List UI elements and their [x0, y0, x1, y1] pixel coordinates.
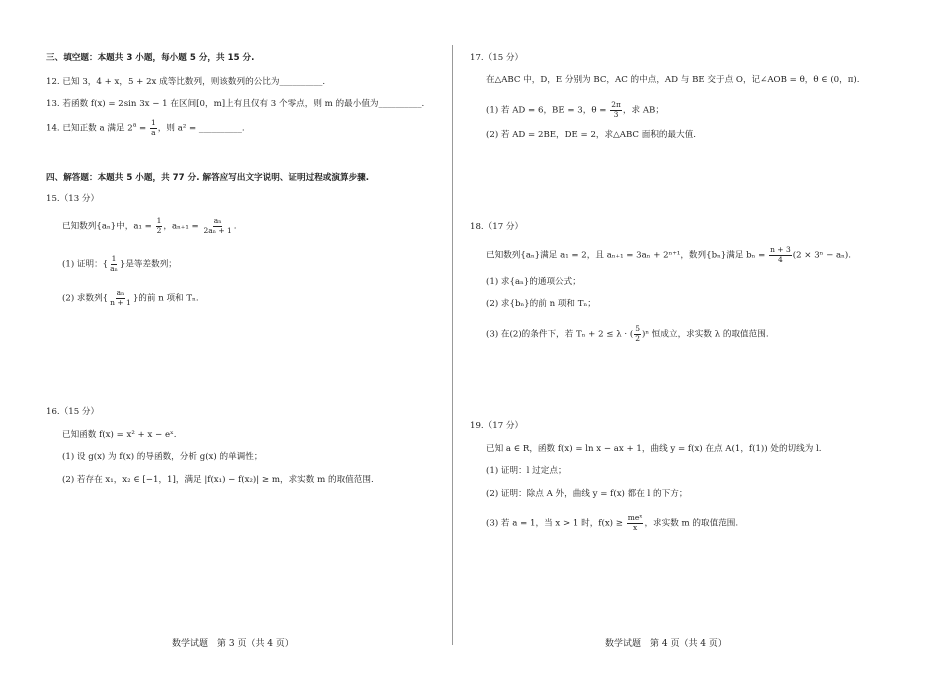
q14-fraction: $\frac{1}{a}$ — [151, 118, 156, 137]
question-19-part-2: (2) 证明：除点 A 外，曲线 y = f(x) 都在 l 的下方； — [486, 489, 688, 499]
q18-b-fraction: $\frac{n + 3}{4}$ — [770, 245, 791, 264]
question-12: 12. 已知 3，4 + x，5 + 2x 成等比数列，则该数列的公比为__________. — [46, 77, 326, 87]
q14-suffix: ，则 a² = __________. — [157, 123, 245, 134]
question-19-stem: 已知 a ∈ R，函数 f(x) = ln x − ax + 1，曲线 y = f(x) 在点 A(1，f(1)) 处的切线为 l. — [486, 444, 822, 454]
q17-theta-fraction: $\frac{2\pi}{3}$ — [611, 100, 621, 119]
question-18-part-2: (2) 求{bₙ}的前 n 项和 Tₙ； — [486, 299, 596, 309]
question-19-part-1: (1) 证明：l 过定点； — [486, 466, 567, 476]
question-13: 13. 若函数 f(x) = 2sin 3x − 1 在区间[0，m]上有且仅有 3 个零点，则 m 的最小值为__________. — [46, 99, 425, 109]
question-15-part-1: (1) 证明：{ $\frac{1}{\text{aₙ}}$ }是等差数列； — [62, 254, 177, 273]
section4-header: 四、解答题：本题共 5 小题，共 77 分. 解答应写出文字说明、证明过程或演算步骤. — [46, 173, 370, 183]
question-16-part-2: (2) 若存在 x₁，x₂ ∈ [−1，1]，满足 |f(x₁) − f(x₂)| ≥ m，求实数 m 的取值范围. — [62, 475, 374, 485]
question-19-part-3: (3) 若 a = 1，当 x > 1 时，f(x) ≥ $\frac{\text{meˣ}}{x}$ ，求实数 m 的取值范围. — [486, 513, 739, 532]
q15-recurrence-fraction: $\frac{\text{aₙ}}{\text{2aₙ + 1}}$ — [203, 216, 232, 235]
q15-half-fraction: $\frac{1}{2}$ — [156, 216, 162, 235]
question-17-title: 17.（15 分） — [470, 53, 524, 63]
question-17-stem: 在△ABC 中，D，E 分别为 BC，AC 的中点，AD 与 BE 交于点 O，记∠AOB = θ，θ ∈ (0，π). — [486, 75, 860, 85]
question-15-title: 15.（13 分） — [46, 194, 100, 204]
q15-p2-fraction: $\frac{\text{aₙ}}{n + 1}$ — [110, 288, 131, 307]
q14-exponent: a — [132, 121, 137, 129]
question-18-part-3: (3) 在(2)的条件下，若 Tₙ + 2 ≤ λ · ( $\frac{5}{2}$ )ⁿ 恒成立，求实数 λ 的取值范围. — [486, 324, 769, 343]
q19-fraction: $\frac{\text{meˣ}}{x}$ — [627, 513, 643, 532]
q14-prefix: 14. 已知正数 a 满足 2 — [46, 123, 133, 134]
q18-lambda-fraction: $\frac{5}{2}$ — [635, 324, 640, 343]
question-17-part-2: (2) 若 AD = 2BE，DE = 2，求△ABC 面积的最大值. — [486, 130, 697, 140]
section3-header: 三、填空题：本题共 3 小题，每小题 5 分，共 15 分. — [46, 53, 255, 63]
q15-p1-fraction: $\frac{1}{\text{aₙ}}$ — [110, 254, 118, 273]
question-17-part-1: (1) 若 AD = 6，BE = 3，θ = $\frac{2\pi}{3}$ ，求 AB； — [486, 100, 664, 119]
question-15-part-2: (2) 求数列{ $\frac{\text{aₙ}}{n + 1}$ }的前 n 项和 Tₙ. — [62, 288, 199, 307]
q14-eq: = — [136, 123, 149, 134]
question-18-part-1: (1) 求{aₙ}的通项公式； — [486, 277, 581, 287]
page-divider — [452, 45, 453, 645]
question-18-stem: 已知数列{aₙ}满足 a₁ = 2，且 aₙ₊₁ = 3aₙ + 2ⁿ⁺¹，数列{bₙ}满足 bₙ = $\frac{n + 3}{4}$ (2 × 3ⁿ − aₙ). — [486, 245, 851, 264]
question-16-stem: 已知函数 f(x) = x² + x − eˣ. — [62, 430, 177, 440]
question-16-title: 16.（15 分） — [46, 407, 100, 417]
question-16-part-1: (1) 设 g(x) 为 f(x) 的导函数，分析 g(x) 的单调性； — [62, 452, 263, 462]
question-15-stem: 已知数列{aₙ}中，a₁ = $\frac{1}{2}$ ，aₙ₊₁ = $\frac{\text{aₙ}}{\text{2aₙ + 1}}$ . — [62, 216, 237, 235]
page-3-footer: 数学试题 第 3 页（共 4 页） — [172, 639, 294, 649]
page-4-footer: 数学试题 第 4 页（共 4 页） — [605, 639, 727, 649]
question-18-title: 18.（17 分） — [470, 222, 524, 232]
question-19-title: 19.（17 分） — [470, 421, 524, 431]
question-14 — [46, 119, 245, 137]
